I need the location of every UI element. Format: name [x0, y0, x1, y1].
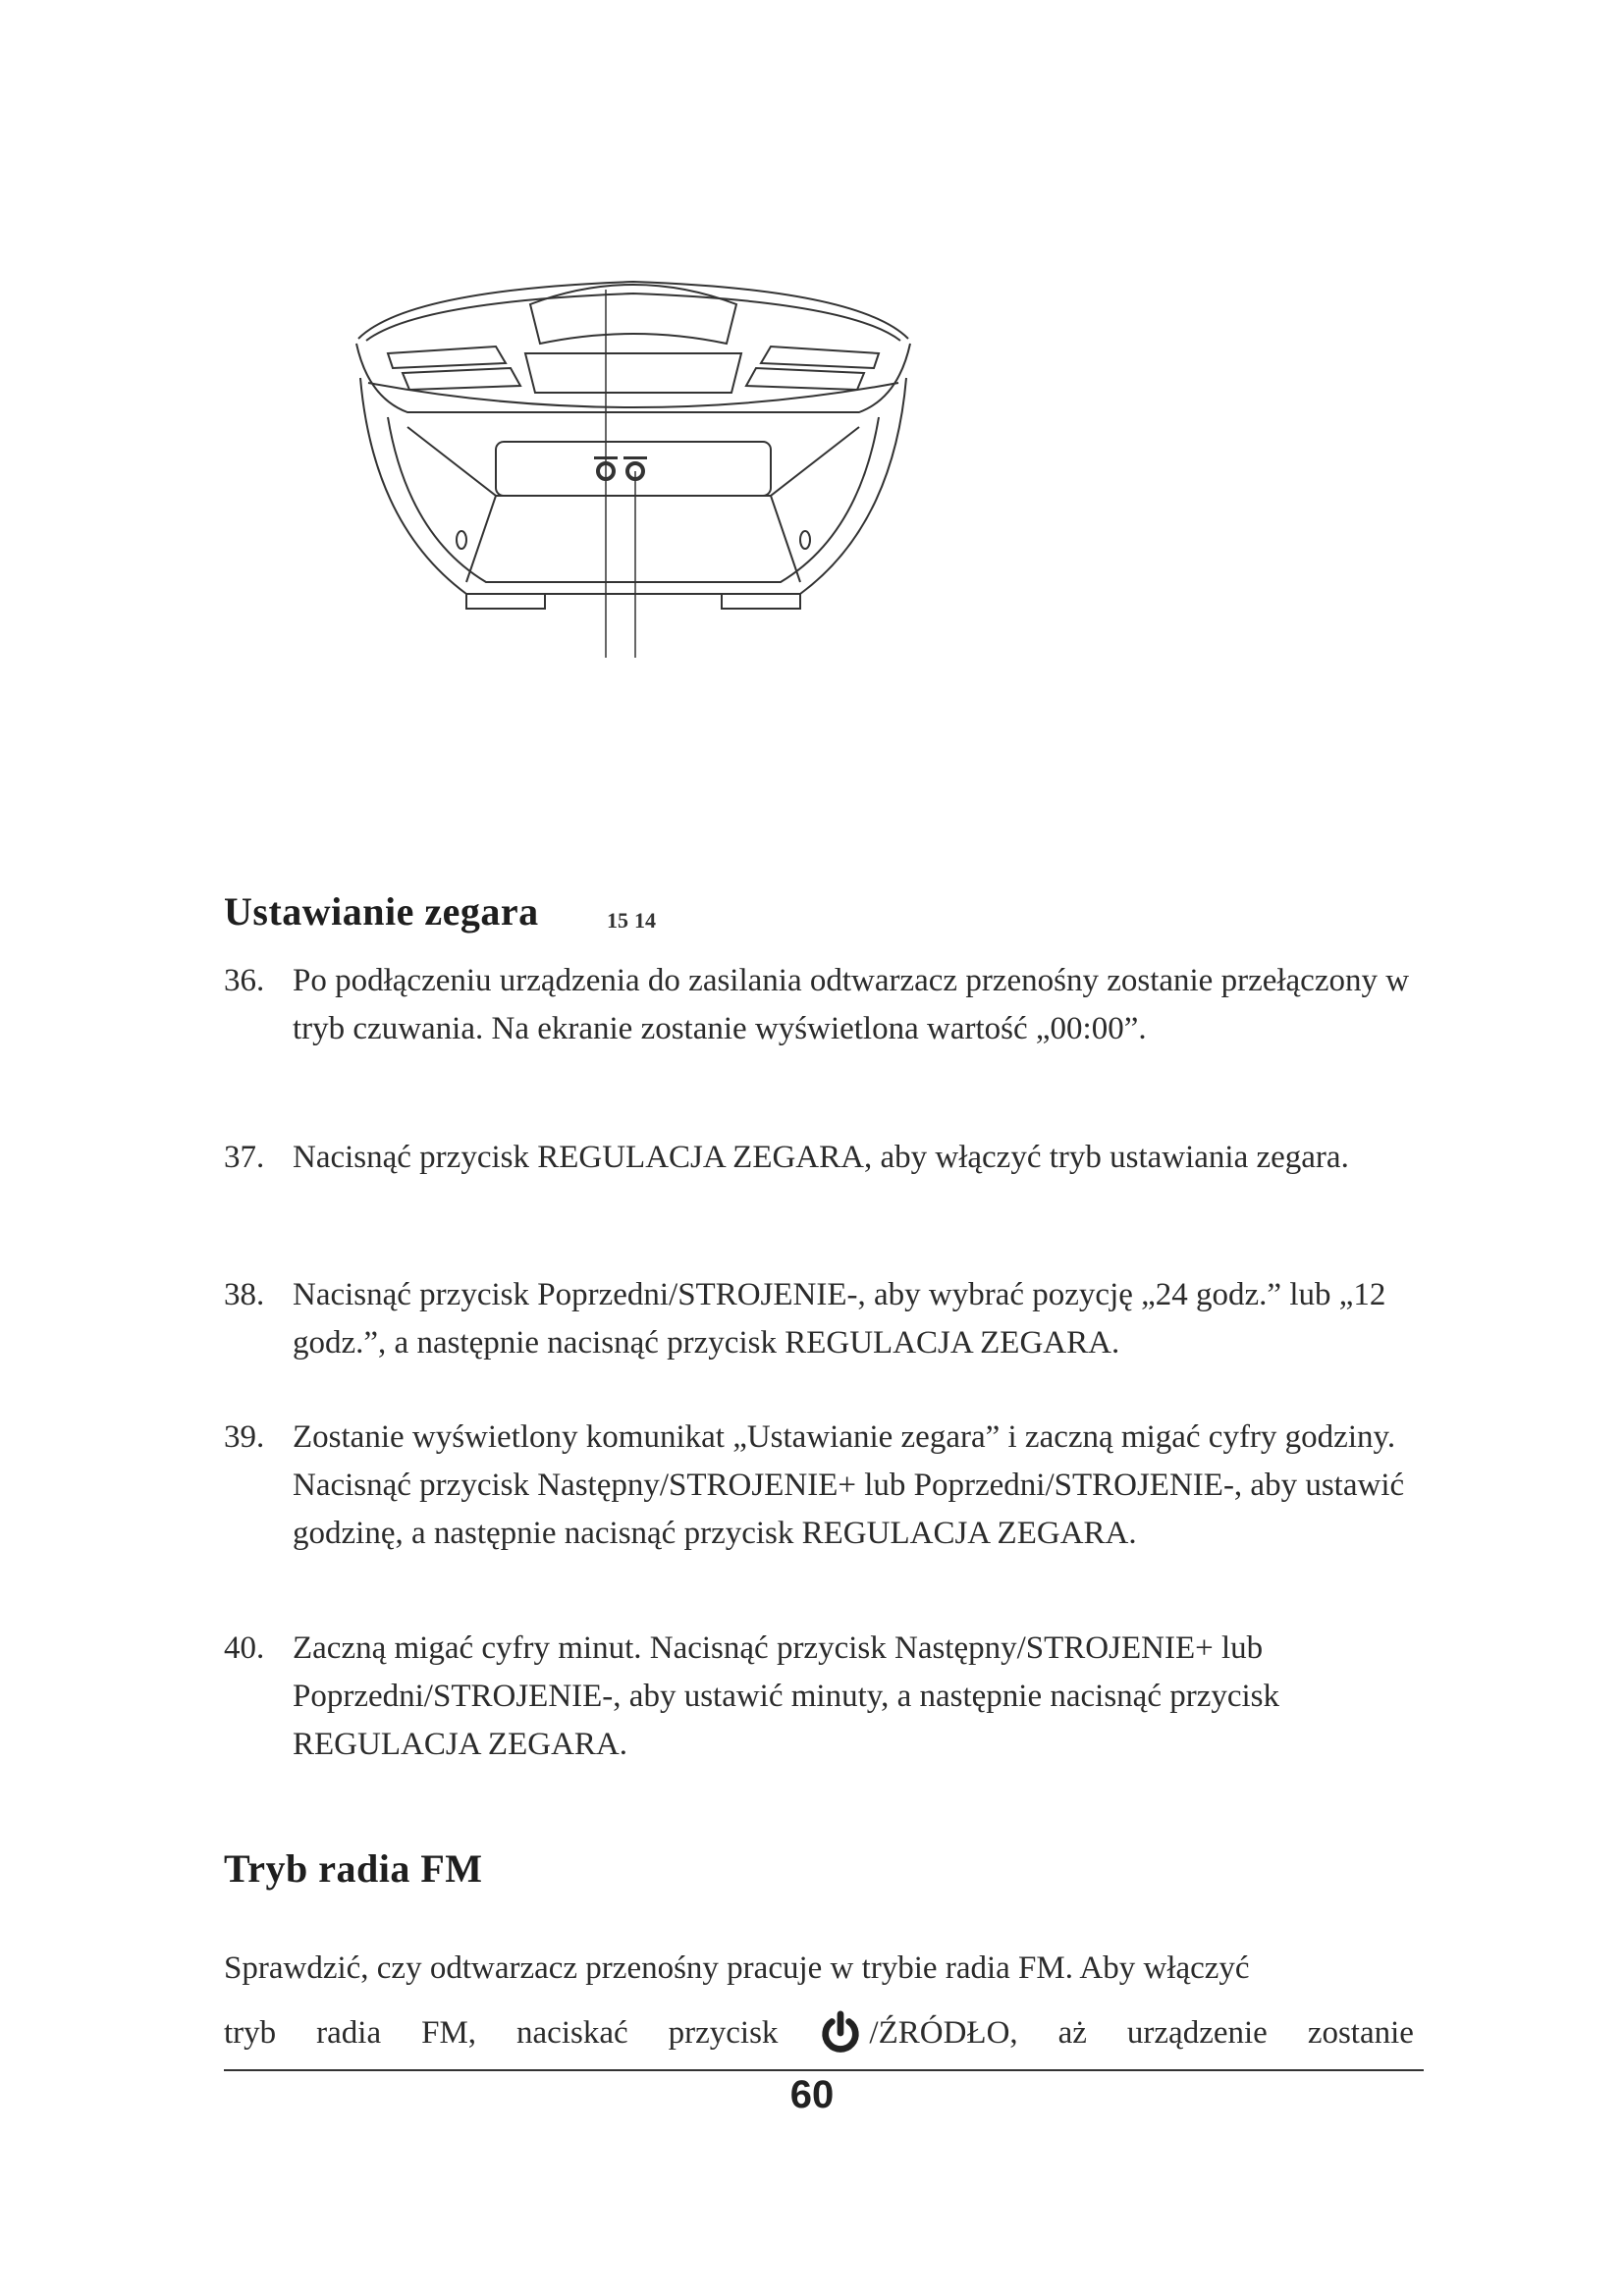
list-item [224, 1414, 1422, 1558]
list-item [224, 1271, 1422, 1367]
step-text: Zaczną migać cyfry minut. Nacisnąć przycisk Następny/STROJENIE+ lub Poprzedni/STROJENIE-, aby ustawić minuty, a następnie nacisnąć przycisk REGULACJA ZEGARA. [293, 1630, 1280, 1762]
step-text: Nacisnąć przycisk Poprzedni/STROJENIE-, aby wybrać pozycję „24 godz.” lub „12 godz.”, a następnie nacisnąć przycisk REGULACJA ZEGARA. [293, 1277, 1386, 1361]
paragraph-line-1: Sprawdzić, czy odtwarzacz przenośny pracuje w trybie radia FM. Aby włączyć [224, 1950, 1250, 1986]
section-heading-fm: Tryb radia FM [224, 1846, 483, 1891]
step-text: Nacisnąć przycisk REGULACJA ZEGARA, aby włączyć tryb ustawiania zegara. [293, 1140, 1349, 1175]
source-label: /ŹRÓDŁO, [869, 2015, 1018, 2051]
word: radia [316, 2015, 382, 2051]
word: tryb [224, 2015, 277, 2051]
step-number: 37. [224, 1140, 265, 1175]
page-number: 60 [789, 2073, 835, 2116]
step-number: 36. [224, 963, 265, 998]
footer-divider [224, 2069, 1424, 2071]
word: aż [1057, 2015, 1087, 2051]
step-text: Po podłączeniu urządzenia do zasilania odtwarzacz przenośny zostanie przełączony w tryb czuwania. Na ekranie zostanie wyświetlona wartość „00:00”. [293, 963, 1410, 1046]
list-item [224, 1134, 1422, 1182]
step-number: 39. [224, 1419, 265, 1455]
callout-15: 15 [607, 908, 628, 933]
list-item [224, 957, 1422, 1053]
list-item [224, 1625, 1422, 1769]
paragraph-line-2 [224, 2001, 1414, 2065]
section-heading-clock: Ustawianie zegara [224, 889, 539, 934]
power-icon [818, 2010, 863, 2056]
word: naciskać [516, 2015, 628, 2051]
step-text: Zostanie wyświetlony komunikat „Ustawianie zegara” i zaczną migać cyfry godziny. Nacisnąć przycisk Następny/STROJENIE+ lub Poprzedni/STROJENIE-, aby ustawić godzinę, a następnie nacisnąć przycisk REGULACJA ZEGARA. [293, 1419, 1405, 1551]
word: zostanie [1307, 2015, 1414, 2051]
fm-paragraph [224, 1936, 1414, 2065]
power-source-group [818, 2001, 1017, 2065]
step-number: 38. [224, 1277, 265, 1312]
word: urządzenie [1126, 2015, 1268, 2051]
word: FM, [421, 2015, 477, 2051]
word: przycisk [668, 2015, 779, 2051]
boombox-drawing [349, 270, 918, 702]
callout-14: 14 [634, 908, 656, 933]
step-number: 40. [224, 1630, 265, 1666]
